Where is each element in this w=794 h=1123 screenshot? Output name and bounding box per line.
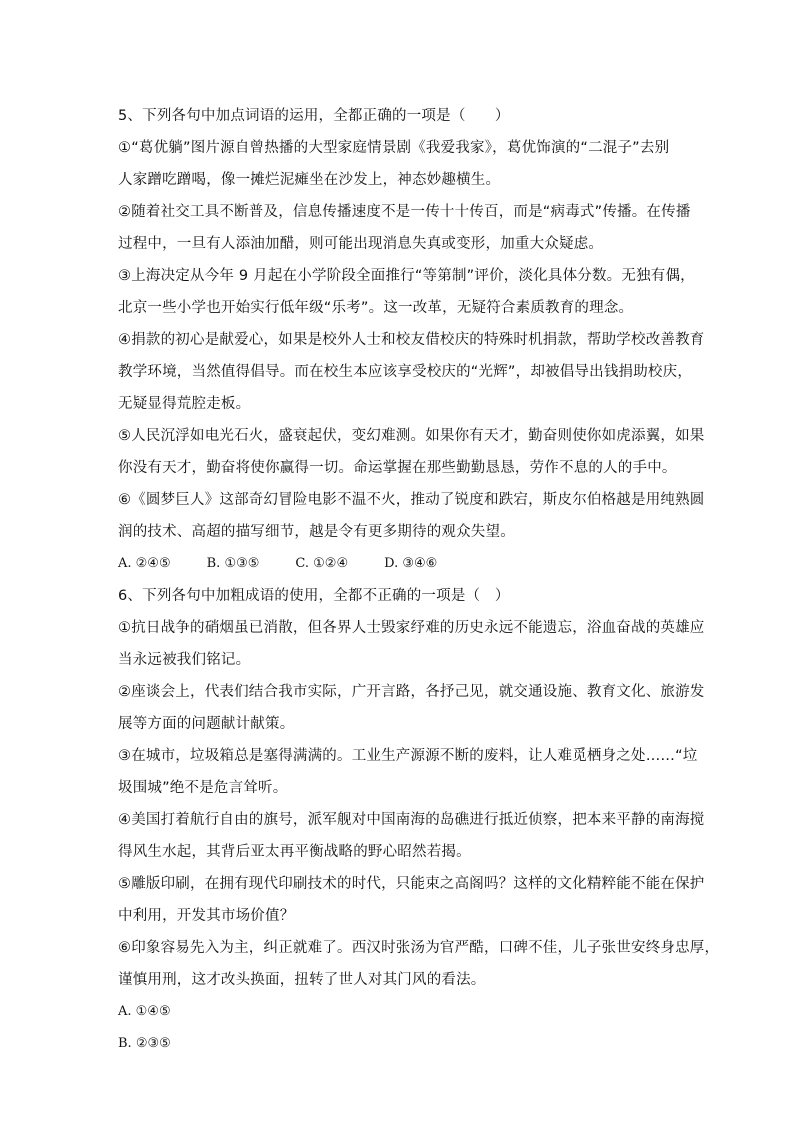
q5-line: 北京一些小学也开始实行低年级“乐考”。这一改革，无疑符合素质教育的理念。 [118, 300, 634, 316]
q6-line: 中利用，开发其市场价值？ [118, 908, 295, 924]
q6-option-b[interactable]: B. ②③⑤ [118, 1036, 171, 1051]
q5-line: ③上海决定从今年 9 月起在小学阶段全面推行“等第制”评价，淡化具体分数。无独有偶， [118, 268, 695, 284]
q5-line: ⑥《圆梦巨人》这部奇幻冒险电影不温不火，推动了锐度和跌宕，斯皮尔伯格越是用纯熟圆 [118, 492, 705, 508]
question-6-body [118, 612, 720, 996]
q6-line: ②座谈会上，代表们结合我市实际，广开言路，各抒己见，就交通设施、教育文化、旅游发 [118, 684, 705, 700]
q5-line: ④捐款的初心是献爱心，如果是校外人士和校友借校庆的特殊时机捐款，帮助学校改善教育 [118, 332, 705, 348]
option-c[interactable]: C. ①②④ [295, 556, 349, 571]
q6-line: 当永远被我们铭记。 [118, 652, 251, 668]
q5-line: ②随着社交工具不断普及，信息传播速度不是一传十十传百，而是“病毒式”传播。在传播 [118, 204, 691, 220]
q5-line: 过程中，一旦有人添油加醋，则可能出现消息失真或变形，加重大众疑虑。 [118, 236, 604, 252]
q6-line: ④美国打着航行自由的旗号，派军舰对中国南海的岛礁进行抵近侦察，把本来平静的南海搅 [118, 812, 705, 828]
q5-line: 无疑显得荒腔走板。 [118, 396, 251, 412]
option-a[interactable]: A. ②④⑤ [118, 556, 171, 571]
q6-line: 得风生水起，其背后亚太再平衡战略的野心昭然若揭。 [118, 844, 471, 860]
q5-line: 教学环境，当然值得倡导。而在校生本应该享受校庆的“光辉”，却被倡导出钱捐助校庆， [118, 364, 693, 380]
q6-option-a[interactable]: A. ①④⑤ [118, 1004, 171, 1019]
question-5-options [118, 548, 678, 580]
option-d[interactable]: D. ③④⑥ [384, 556, 438, 571]
document-page [118, 100, 720, 1060]
option-b[interactable]: B. ①③⑤ [206, 556, 260, 571]
q5-line: ①“葛优躺”图片源自曾热播的大型家庭情景剧《我爱我家》，葛优饰演的“二混子”去别 [118, 140, 670, 156]
q6-line: ③在城市，垃圾箱总是塞得满满的。工业生产源源不断的废料，让人难觅栖身之处……“垃 [118, 748, 698, 764]
q5-line: 人家蹭吃蹭喝，像一摊烂泥瘫坐在沙发上，神态妙趣横生。 [118, 172, 501, 188]
q6-line: 展等方面的问题献计献策。 [118, 716, 295, 732]
q6-line: ⑥印象容易先入为主，纠正就难了。西汉时张汤为官严酷，口碑不佳，儿子张世安终身忠厚， [118, 940, 720, 956]
q6-line: 圾围城”绝不是危言耸听。 [118, 780, 288, 796]
question-5-stem: 5、下列各句中加点词语的运用，全都正确的一项是（ ） [118, 108, 510, 124]
question-5-body [118, 132, 705, 548]
q5-line: 你没有天才，勤奋将使你赢得一切。命运掌握在那些勤勤恳恳，劳作不息的人的手中。 [118, 460, 677, 476]
question-6-stem: 6、下列各句中加粗成语的使用，全都不正确的一项是（ ） [118, 588, 510, 604]
q6-line: ①抗日战争的硝烟虽已消散，但各界人士毁家纾难的历史永远不能遗忘，浴血奋战的英雄应 [118, 620, 705, 636]
q5-line: 润的技术、高超的描写细节，越是令有更多期待的观众失望。 [118, 524, 515, 540]
q6-line: ⑤雕版印刷，在拥有现代印刷技术的时代，只能束之高阁吗？这样的文化精粹能不能在保护 [118, 876, 705, 892]
q6-line: 谨慎用刑，这才改头换面，扭转了世人对其门风的看法。 [118, 972, 486, 988]
q5-line: ⑤人民沉浮如电光石火，盛衰起伏，变幻难测。如果你有天才，勤奋则使你如虎添翼，如果 [118, 428, 705, 444]
